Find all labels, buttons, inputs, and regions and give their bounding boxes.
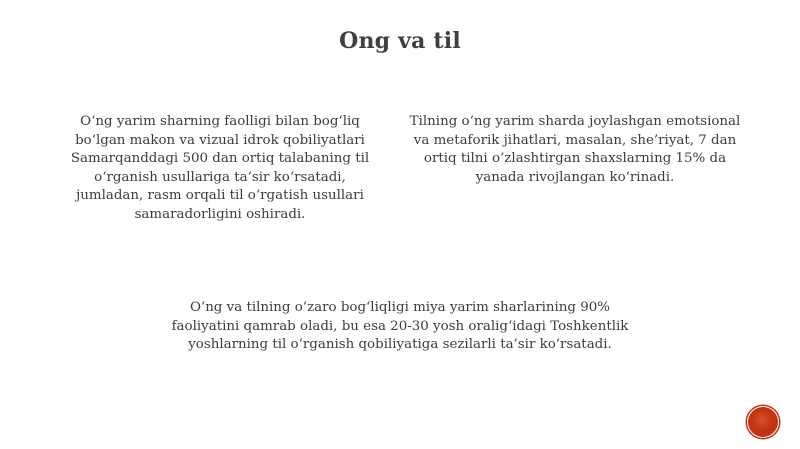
- paragraph-left: O‘ng yarim sharning faolligi bilan bog‘liq bo‘lgan makon va vizual idrok qobiliyatlari Samarqanddagi 500 dan ortiq talabaning til o‘rganish usullariga ta’sir ko‘rsatadi, jumladan, rasm orqali til o‘rgatish usullari samaradorligini oshiradi.: [70, 114, 370, 222]
- slide-nav-button[interactable]: [748, 407, 778, 437]
- circle-nav-icon: [752, 411, 774, 433]
- slide-title: Ong va til: [339, 28, 461, 54]
- paragraph-right: Tilning o‘ng yarim sharda joylashgan emotsional va metaforik jihatlari, masalan, she’riyat, 7 dan ortiq tilni o‘zlashtirgan shaxslarning 15% da yanada rivojlangan ko‘rinadi.: [409, 114, 741, 185]
- paragraph-bottom: O‘ng va tilning o‘zaro bog‘liqligi miya yarim sharlarining 90% faoliyatini qamrab oladi, bu esa 20-30 yosh oralig‘idagi Toshkentlik yoshlarning til o‘rganish qobiliyatiga sezilarli ta’sir ko‘rsatadi.: [171, 300, 629, 352]
